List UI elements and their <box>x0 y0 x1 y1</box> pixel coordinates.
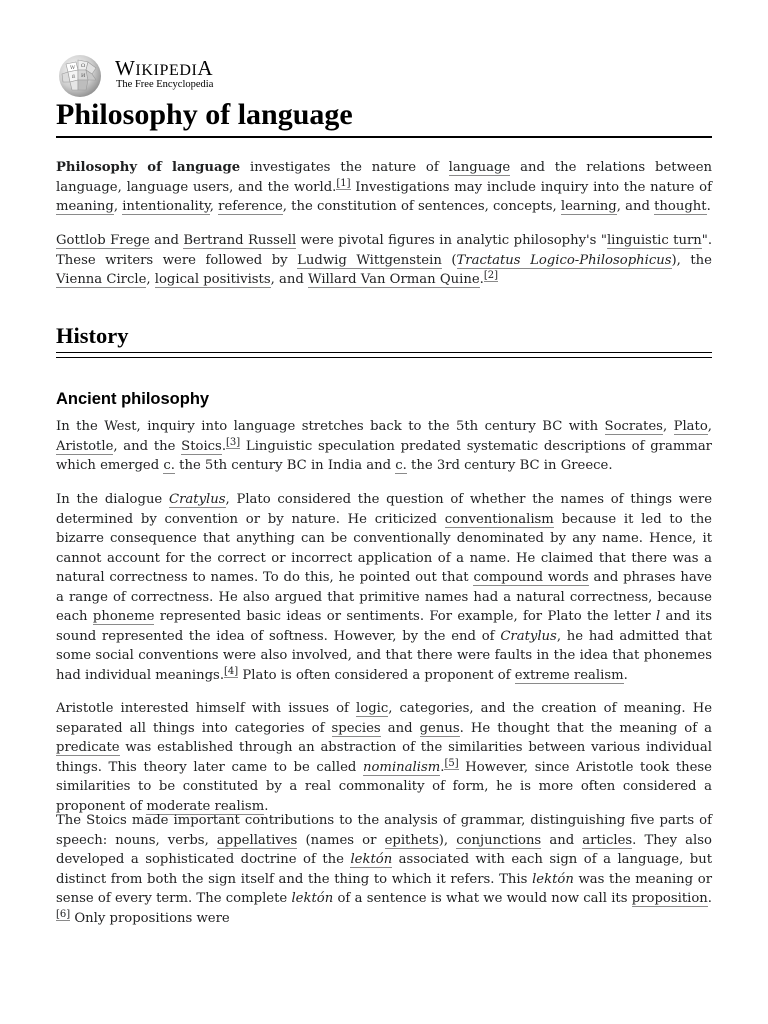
citation-ref[interactable] <box>224 666 238 678</box>
italic-title: Cratylus <box>169 492 226 507</box>
citation-ref[interactable] <box>56 909 70 921</box>
link-thought[interactable]: thought <box>654 199 707 214</box>
link-nominalism[interactable] <box>363 760 440 776</box>
text-span: However, since Aristotle took these similarities to be constituted by a real commonality of form, he is more often considered a proponent of <box>56 759 712 814</box>
link-genus[interactable]: genus <box>419 720 460 736</box>
text-span: (names or <box>297 832 385 848</box>
link-circa[interactable]: c. <box>395 458 407 473</box>
text-span: ), <box>438 832 457 848</box>
link-plato[interactable]: Plato <box>673 419 708 434</box>
wordmark-letter: I <box>153 62 160 79</box>
italic-term: lektón <box>532 871 574 887</box>
text-span: and <box>380 720 420 736</box>
wikipedia-globe-icon <box>56 54 104 98</box>
text-span: , <box>662 419 674 434</box>
citation-link[interactable]: [5] <box>444 757 459 769</box>
wordmark-letter: K <box>141 62 154 79</box>
text-span: of a sentence is what we would now call its <box>333 891 632 906</box>
link-tractatus[interactable] <box>457 253 672 269</box>
page-title: Philosophy of language <box>56 96 712 138</box>
text-span: . <box>479 272 484 287</box>
wikipedia-brand[interactable] <box>56 54 296 98</box>
link-gottlob-frege[interactable]: Gottlob Frege <box>56 233 150 248</box>
citation-ref[interactable] <box>336 178 350 190</box>
text-span: the 3rd century BC in Greece. <box>406 458 613 473</box>
text-span: , and the <box>113 438 182 454</box>
link-lekton[interactable] <box>350 852 392 868</box>
ancient-paragraph-3 <box>56 699 712 816</box>
text-span: were pivotal figures in analytic philosophy's " <box>296 233 607 248</box>
text-span: and its sound represented the idea of softness. However, by the end of <box>56 609 712 644</box>
text-span: the 5th century BC in India and <box>174 458 396 473</box>
link-intentionality[interactable]: intentionality <box>122 199 210 214</box>
text-span: , Plato considered the question of whether the names of things were determined by convention or by nature. He criticized <box>56 492 712 527</box>
text-span: . <box>264 798 269 814</box>
text-span: . <box>707 891 712 906</box>
link-predicate[interactable]: predicate <box>56 740 120 755</box>
wordmark-letter: I <box>191 62 198 79</box>
link-proposition[interactable]: proposition <box>631 891 708 906</box>
tagline: The Free Encyclopedia <box>116 79 214 90</box>
citation-link[interactable]: [2] <box>483 270 499 281</box>
italic-link-text: nominalism <box>363 759 441 775</box>
text-span: . He thought that the meaning of a <box>459 720 712 736</box>
link-aristotle[interactable]: Aristotle <box>56 438 114 454</box>
text-span: and phrases have a range of correctness. He also argued that primitive names had a natural correctness, because each <box>56 570 712 624</box>
ancient-paragraph-1 <box>56 417 712 476</box>
link-stoics[interactable]: Stoics <box>181 438 222 454</box>
link-phoneme[interactable]: phoneme <box>92 609 155 624</box>
link-articles[interactable]: articles <box>582 832 633 848</box>
link-reference[interactable]: reference <box>218 199 283 214</box>
text-span: was established through an abstraction of the similarities between various individual things. This theory later came to be called <box>56 740 712 775</box>
link-socrates[interactable]: Socrates <box>604 419 663 434</box>
link-extreme-realism[interactable]: extreme realism <box>514 667 624 683</box>
text-span: In the West, inquiry into language stretches back to the 5th century BC with <box>56 419 605 434</box>
text-span: , <box>113 199 123 214</box>
text-span: The Stoics made important contributions to the analysis of grammar, distinguishing five parts of speech: nouns, verbs, <box>56 813 712 848</box>
text-span: , he had admitted that some social conventions were also involved, and that there were faults in the idea that phonemes had individual meanings. <box>56 628 712 683</box>
citation-link[interactable]: [6] <box>56 908 71 920</box>
link-language[interactable]: language <box>448 160 511 175</box>
text-span: ), the <box>671 252 712 268</box>
italic-term: lektón <box>291 891 334 906</box>
citation-link[interactable]: [1] <box>336 177 351 189</box>
svg-text:И: И <box>81 73 86 79</box>
link-logical-positivists[interactable]: logical positivists <box>154 272 271 287</box>
text-span: Plato is often considered a proponent of <box>238 667 515 683</box>
bold-term: Philosophy of language <box>56 160 241 175</box>
text-span: , the constitution of sentences, concepts, <box>282 199 561 214</box>
text-span: , <box>707 419 712 434</box>
link-species[interactable]: species <box>331 720 381 736</box>
link-quine[interactable]: Willard Van Orman Quine <box>308 272 480 287</box>
wordmark-letter: E <box>168 62 180 79</box>
italic-letter: l <box>656 609 661 624</box>
link-linguistic-turn[interactable]: linguistic turn <box>606 233 702 248</box>
citation-link[interactable]: [3] <box>226 436 241 448</box>
text-span: , and <box>270 272 309 287</box>
citation-link[interactable]: [4] <box>224 665 239 677</box>
wordmark-letter: D <box>179 62 192 79</box>
text-span: and the relations between language, language users, and the world. <box>56 160 712 195</box>
link-epithets[interactable]: epithets <box>384 832 439 848</box>
text-span: and <box>149 233 184 248</box>
italic-title: Cratylus <box>500 628 557 644</box>
text-span: , and <box>616 199 655 214</box>
text-span: ( <box>441 252 457 268</box>
link-compound-words[interactable]: compound words <box>473 570 589 585</box>
citation-ref[interactable] <box>444 758 458 770</box>
link-vienna-circle[interactable]: Vienna Circle <box>56 272 147 287</box>
ancient-paragraph-4 <box>56 811 712 928</box>
link-learning[interactable]: learning <box>560 199 617 214</box>
svg-text:ß: ß <box>72 74 76 80</box>
link-circa[interactable]: c. <box>163 458 175 473</box>
intro-paragraph-1 <box>56 158 712 217</box>
wordmark-letter: I <box>135 62 142 79</box>
text-span: Aristotle interested himself with issues of <box>56 701 357 716</box>
text-span: . They also developed a sophisticated doctrine of the <box>56 832 712 867</box>
italic-link-text: lektón <box>350 852 393 867</box>
link-conjunctions[interactable]: conjunctions <box>456 832 542 848</box>
wordmark-letter: P <box>159 62 169 79</box>
text-span: represented basic ideas or sentiments. For example, for Plato the letter <box>154 609 656 624</box>
text-span: because it led to the bizarre consequence that anything can be conventionally denominated by any name. Hence, it cannot account for the correct or incorrect application of a name. He claimed that there was a natural correctness to names. To do this, he pointed out that <box>56 511 712 585</box>
svg-text:Ω: Ω <box>81 63 86 69</box>
text-span: ". These writers were followed by <box>56 233 713 268</box>
text-span: and <box>541 832 583 848</box>
link-conventionalism[interactable]: conventionalism <box>444 511 554 527</box>
wordmark-letter: A <box>197 56 214 80</box>
svg-text:W: W <box>70 65 76 71</box>
link-ludwig-wittgenstein[interactable]: Ludwig Wittgenstein <box>297 252 442 268</box>
text-span: , categories, and the creation of meaning. He separated all things into categories of <box>56 701 713 736</box>
subsection-heading-ancient-philosophy: Ancient philosophy <box>56 390 210 408</box>
text-span: Investigations may include inquiry into the nature of <box>350 179 712 195</box>
link-moderate-realism[interactable]: moderate realism <box>146 798 265 814</box>
link-bertrand-russell[interactable]: Bertrand Russell <box>183 233 297 248</box>
text-span: , <box>146 272 155 287</box>
wordmark-letter: W <box>115 56 136 80</box>
text-span: . <box>706 199 711 214</box>
link-meaning[interactable]: meaning <box>56 199 114 214</box>
text-span: investigates the nature of <box>240 160 449 175</box>
link-logic[interactable]: logic <box>356 701 389 716</box>
text-span: , <box>209 199 219 214</box>
ancient-paragraph-2 <box>56 490 712 685</box>
text-span: was the meaning or sense of every term. The complete <box>56 871 712 906</box>
link-cratylus[interactable] <box>169 492 226 508</box>
section-heading-history: History <box>56 322 712 353</box>
text-span: associated with each sign of a language, but distinct from both the sign itself and the thing to which it refers. This <box>56 852 712 887</box>
text-span: In the dialogue <box>56 492 170 507</box>
text-span: . <box>440 759 445 775</box>
text-span: Only propositions were <box>70 910 230 926</box>
text-span: . <box>221 438 227 454</box>
link-appellatives[interactable]: appellatives <box>216 832 298 848</box>
citation-ref[interactable] <box>484 270 498 282</box>
text-span: Linguistic speculation predated systematic descriptions of grammar which emerged <box>56 438 712 473</box>
intro-paragraph-2 <box>56 231 712 290</box>
italic-title: Tractatus Logico-Philosophicus <box>456 252 672 268</box>
citation-ref[interactable] <box>226 437 240 449</box>
text-span: . <box>623 667 628 683</box>
